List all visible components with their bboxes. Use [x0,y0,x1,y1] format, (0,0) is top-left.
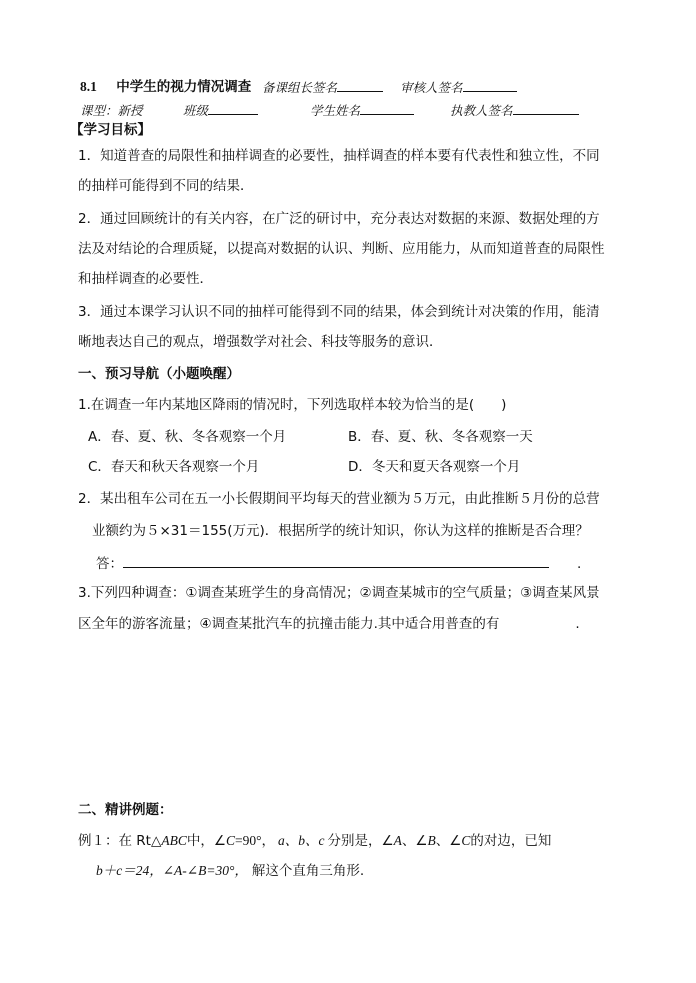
question-3-line-2 [78,615,580,633]
question-3-end-mark: . [575,616,580,632]
class-field[interactable] [208,102,258,115]
student-name-line [310,102,414,120]
example-1-task: 解这个直角三角形. [251,863,365,879]
goal-1-line-2: 的抽样可能得到不同的结果． [78,178,254,194]
header-title-line [80,78,251,96]
example-1-text-d: 分别是，∠ [327,833,394,849]
example-1-prefix: 例１：在 Rt△ [78,833,162,849]
teacher-sign-field[interactable] [513,102,579,115]
angle-c-var: C [225,833,235,848]
goals-heading: 【学习目标】 [70,122,151,138]
example-1-condition: b＋c＝24，∠A-∠B=30°， [96,863,248,878]
teacher-sign-line [450,102,579,120]
answer-label: 答： [96,556,123,572]
angle-c-value: =90°， [234,833,275,848]
examples-heading: 二、精讲例题： [78,802,173,818]
page-title: 中学生的视力情况调查 [116,79,252,95]
example-1-line-1 [78,832,551,850]
angle-c-label: C [461,833,471,848]
answer-end-mark: . [577,556,582,572]
question-3-line-1: 3.下列四种调查：①调查某班学生的身高情况；②调查某城市的空气质量；③调查某风景 [78,585,600,601]
question-1-option-c: C．春天和秋天各观察一个月 [88,459,260,475]
class-line [183,102,258,120]
teacher-sign-label: 执教人签名 [450,103,513,118]
example-1-line-2 [96,862,364,880]
leader-sign-line [262,79,383,97]
preview-heading: 一、预习导航（小题唤醒） [78,366,240,382]
example-1-text-b: 中，∠ [186,833,226,849]
angle-b-var: B [427,833,436,848]
leader-sign-label: 备课组长签名 [262,80,338,95]
question-1-option-a: A．春、夏、秋、冬各观察一个月 [88,429,287,445]
side-variables: a、b、c [278,833,325,848]
question-1: 1.在调查一年内某地区降雨的情况时，下列选取样本较为恰当的是( ) [78,397,507,413]
leader-sign-field[interactable] [337,79,383,92]
angle-separator-2: 、∠ [435,833,462,849]
reviewer-sign-label: 审核人签名 [400,80,463,95]
question-3-text: 区全年的游客流量；④调查某批汽车的抗撞击能力.其中适合用普查的有 [78,616,500,632]
question-1-option-b: B．春、夏、秋、冬各观察一天 [348,429,533,445]
reviewer-sign-field[interactable] [463,79,517,92]
reviewer-sign-line [400,79,517,97]
angle-a-var: A [393,833,402,848]
class-label: 班级 [183,103,209,118]
angle-separator-1: 、∠ [401,833,428,849]
student-name-field[interactable] [360,102,414,115]
question-2-line-2: 业额约为５×31＝155(万元)．根据所学的统计知识，你认为这样的推断是否合理？ [92,523,589,539]
question-1-option-d: D．冬天和夏天各观察一个月 [348,459,521,475]
goal-2-line-2: 法及对结论的合理质疑，以提高对数据的认识、判断、应用能力，从而知道普查的局限性 [78,241,605,257]
goal-1-line-1: 1．知道普查的局限性和抽样调查的必要性，抽样调查的样本要有代表性和独立性，不同 [78,148,600,164]
course-type: 课型：新授 [80,103,143,118]
section-number: 8.1 [80,79,97,94]
goal-2-line-3: 和抽样调查的必要性． [78,271,213,287]
question-2-line-1: 2．某出租车公司在五一小长假期间平均每天的营业额为５万元，由此推断５月份的总营 [78,491,600,507]
example-1-text-e: 的对边，已知 [470,833,552,849]
goal-3-line-1: 3．通过本课学习认识不同的抽样可能得到不同的结果，体会到统计对决策的作用，能清 [78,304,600,320]
student-name-label: 学生姓名 [310,103,361,118]
goal-2-line-1: 2．通过回顾统计的有关内容，在广泛的研讨中，充分表达对数据的来源、数据处理的方 [78,211,600,227]
question-2-answer-line [96,555,581,573]
goal-3-line-2: 晰地表达自己的观点，增强数学对社会、科技等服务的意识． [78,334,443,350]
triangle-label: ABC [161,833,187,848]
answer-field[interactable] [123,555,549,568]
